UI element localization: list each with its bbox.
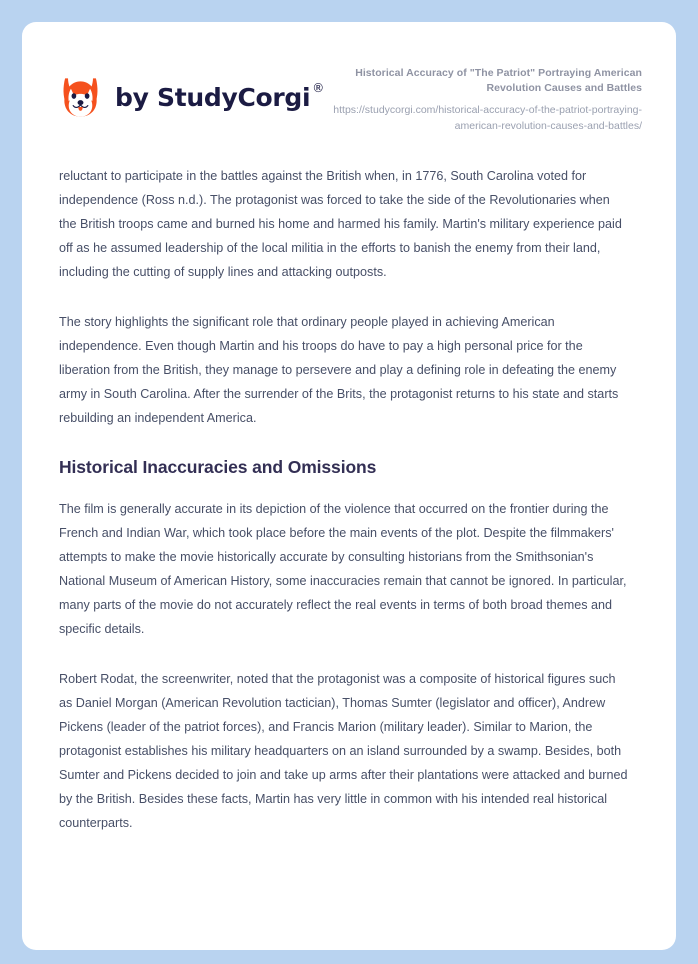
body-paragraph: Robert Rodat, the screenwriter, noted that the protagonist was a composite of historical figures such as Daniel Morgan (American Revolution tactician), Thomas Sumter (legislator and officer), Andrew Pickens (leader of the patriot forces), and Francis Marion (military leader). Similar to Marion, the protagonist establishes his military headquarters on an island surrounded by a swamp. Besides, both Sumter and Pickens decided to join and take up arms after their plantations were attacked and burned by the British. Besides these facts, Martin has very little in common with his intended real historical counterparts. [59, 671, 628, 830]
brand-wordmark-text: by StudyCorgi [115, 83, 311, 112]
body-paragraph: reluctant to participate in the battles against the British when, in 1776, South Carolina voted for independence (Ross n.d.). The protagonist was forced to take the side of the Revolutionaries when the British troops came and burned his home and harmed his family. Martin's military experience paid off as he assumed leadership of the local militia in the efforts to banish the enemy from their land, including the cutting of supply lines and attacking outposts. [59, 168, 622, 279]
brand-wordmark [115, 80, 324, 112]
body-paragraph: The film is generally accurate in its depiction of the violence that occurred on the frontier during the French and Indian War, which took place before the main events of the plot. Despite the filmmakers' attempts to make the movie historically accurate by consulting historians from the Smithsonian's National Museum of American History, some inaccuracies remain that cannot be ignored. In particular, many parts of the movie do not accurately reflect the real events in terms of both broad themes and specific details. [59, 501, 627, 636]
brand-logo-group[interactable] [57, 64, 322, 121]
section-heading: Historical Inaccuracies and Omissions [59, 456, 377, 477]
document-page-card [22, 22, 676, 950]
document-title: Historical Accuracy of "The Patriot" Portraying American Revolution Causes and Battles [355, 67, 642, 95]
registered-trademark-icon: ® [312, 80, 324, 95]
document-header [22, 22, 676, 134]
document-body [22, 134, 676, 835]
header-meta [322, 64, 642, 134]
document-source-url[interactable]: https://studycorgi.com/historical-accuracy-of-the-patriot-portraying-american-revolution-causes-and-battles/ [333, 104, 642, 132]
body-paragraph: The story highlights the significant role that ordinary people played in achieving American independence. Even though Martin and his troops do have to pay a high personal price for the liberation from the British, they manage to persevere and play a defining role in defeating the enemy army in South Carolina. After the surrender of the Brits, the protagonist returns to his state and starts rebuilding an independent America. [59, 314, 619, 425]
corgi-head-icon [57, 74, 104, 121]
